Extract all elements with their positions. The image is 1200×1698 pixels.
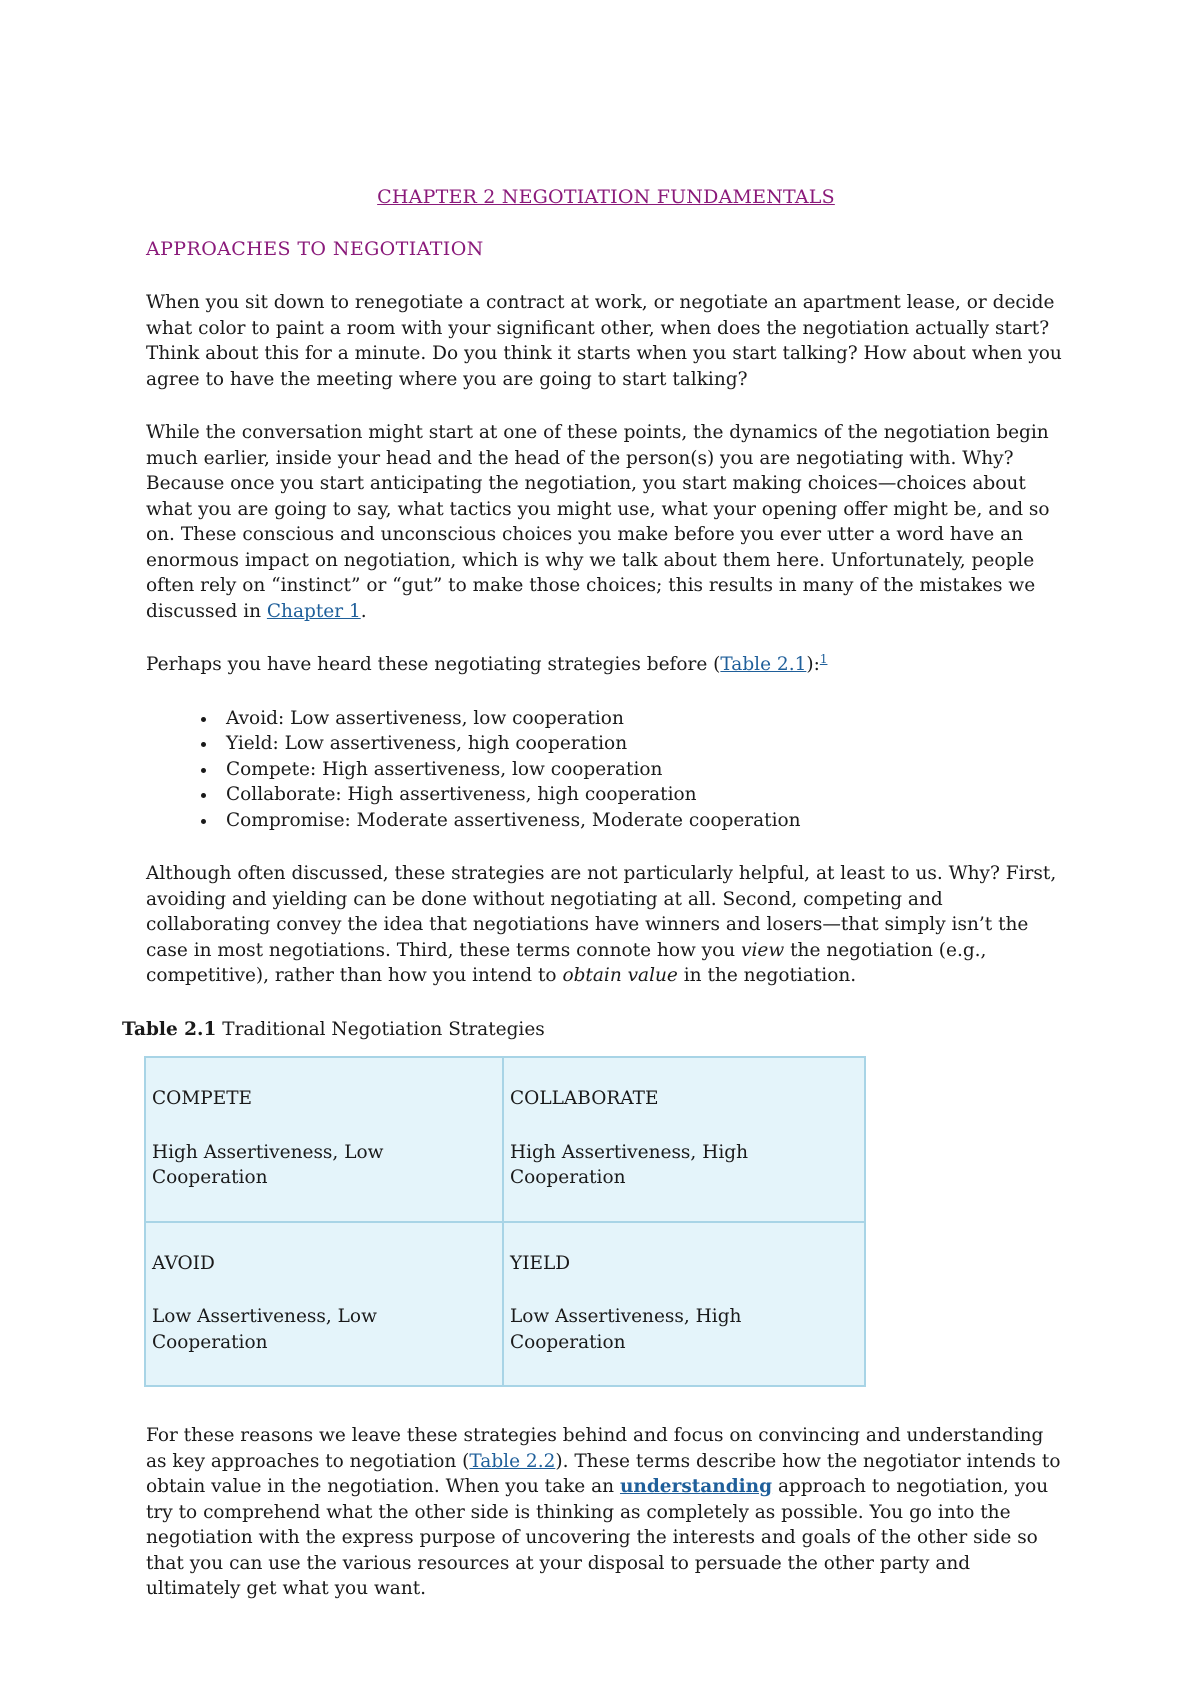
paragraph-intro: When you sit down to renegotiate a contract at work, or negotiate an apartment lease, or decide what color to paint a room with your significant other, when does the negotiation actually start? Think about this for a minute. Do you think it starts when you start talking? How about when you agree to have the meeting where you are going to start talking? — [146, 292, 1062, 390]
table-caption-title: Traditional Negotiation Strategies — [216, 1018, 545, 1040]
cell-title: AVOID — [152, 1252, 215, 1274]
document-content — [122, 185, 1066, 1630]
cell-description: Low Assertiveness, Low Cooperation — [152, 1306, 377, 1353]
paragraph-strategies-intro — [146, 652, 1066, 678]
paragraph-dynamics-end: . — [360, 600, 367, 622]
understanding-link[interactable]: understanding — [619, 1476, 773, 1497]
critique-text-1: Although often discussed, these strategies are not particularly helpful, at least to us. Why? First, avoiding and yielding can be done without negotiating at all. Second, competing and collaborating convey the idea that negotiations have winners and losers—that simply isn’t the case in most negotiations. Third, these terms connote how you — [146, 863, 1057, 961]
paragraph-critique — [146, 861, 1066, 989]
cell-title: YIELD — [510, 1252, 571, 1274]
cell-description: Low Assertiveness, High Cooperation — [510, 1306, 742, 1353]
table-2-1-link[interactable]: Table 2.1 — [720, 654, 807, 675]
chapter-1-link[interactable]: Chapter 1 — [266, 600, 361, 622]
approaches-text-3: approach to negotiation, you try to comprehend what the other side is thinking as completely as possible. You go into the negotiation with the express purpose of uncovering the interests and goals of the other side so that you can use the various resources at your disposal to persuade the other party and ultimately get what you want. — [146, 1476, 1049, 1599]
table-2-2-link[interactable]: Table 2.2 — [469, 1450, 556, 1472]
strategies-table — [144, 1056, 866, 1387]
approaches-text-1: For these reasons we leave these strategies behind and focus on convincing and understanding as key approaches to negotiation ( — [146, 1425, 1044, 1472]
list-item: • Yield: Low assertiveness, high cooperation — [218, 731, 1066, 757]
table-cell — [503, 1057, 865, 1222]
section-heading: APPROACHES TO NEGOTIATION — [146, 237, 484, 260]
list-item: • Compromise: Moderate assertiveness, Moderate cooperation — [218, 808, 1066, 834]
table-caption — [122, 1017, 1066, 1043]
cell-title: COMPETE — [152, 1088, 253, 1109]
table-row — [145, 1222, 865, 1387]
cell-description: High Assertiveness, High Cooperation — [510, 1141, 748, 1188]
list-item: • Compete: High assertiveness, low cooperation — [218, 757, 1066, 783]
list-item: • Collaborate: High assertiveness, high cooperation — [218, 782, 1066, 808]
table-row — [145, 1057, 865, 1222]
strategies-intro-text: Perhaps you have heard these negotiating strategies before ( — [146, 654, 721, 675]
critique-text-2: the negotiation (e.g., competitive), rather than how you intend to — [146, 939, 987, 986]
strategies-intro-after: ): — [806, 654, 820, 675]
critique-emphasis-view: view — [741, 939, 785, 961]
paragraph-dynamics — [146, 420, 1066, 624]
cell-title: COLLABORATE — [510, 1088, 659, 1109]
critique-text-3: in the negotiation. — [677, 965, 857, 986]
paragraph-dynamics-text: While the conversation might start at one of these points, the dynamics of the negotiation begin much earlier, inside your head and the head of the person(s) you are negotiating with. Why? Because once you start anticipating the negotiation, you start making choices—choices about what you are going to say, what tactics you might use, what your opening offer might be, and so on. These conscious and unconscious choices you make before you ever utter a word have an enormous impact on negotiation, which is why we talk about them here. Unfortunately, people often rely on “instinct” or “gut” to make those choices; this results in many of the mistakes we discussed in — [146, 422, 1050, 622]
list-item: • Avoid: Low assertiveness, low cooperation — [218, 706, 1066, 732]
approaches-text-2: ). These terms describe how the negotiator intends to obtain value in the negotiation. When you take an — [146, 1450, 1061, 1497]
paragraph-approaches — [146, 1423, 1066, 1602]
table-caption-label: Table 2.1 — [122, 1018, 217, 1040]
table-cell — [145, 1222, 503, 1387]
cell-description: High Assertiveness, Low Cooperation — [152, 1141, 384, 1188]
table-cell — [145, 1057, 503, 1222]
footnote-1-link[interactable]: 1 — [819, 651, 828, 666]
critique-emphasis-obtain-value: obtain value — [562, 965, 678, 986]
table-cell — [503, 1222, 865, 1387]
strategies-list — [146, 706, 1066, 834]
chapter-title: CHAPTER 2 NEGOTIATION FUNDAMENTALS — [377, 186, 835, 208]
